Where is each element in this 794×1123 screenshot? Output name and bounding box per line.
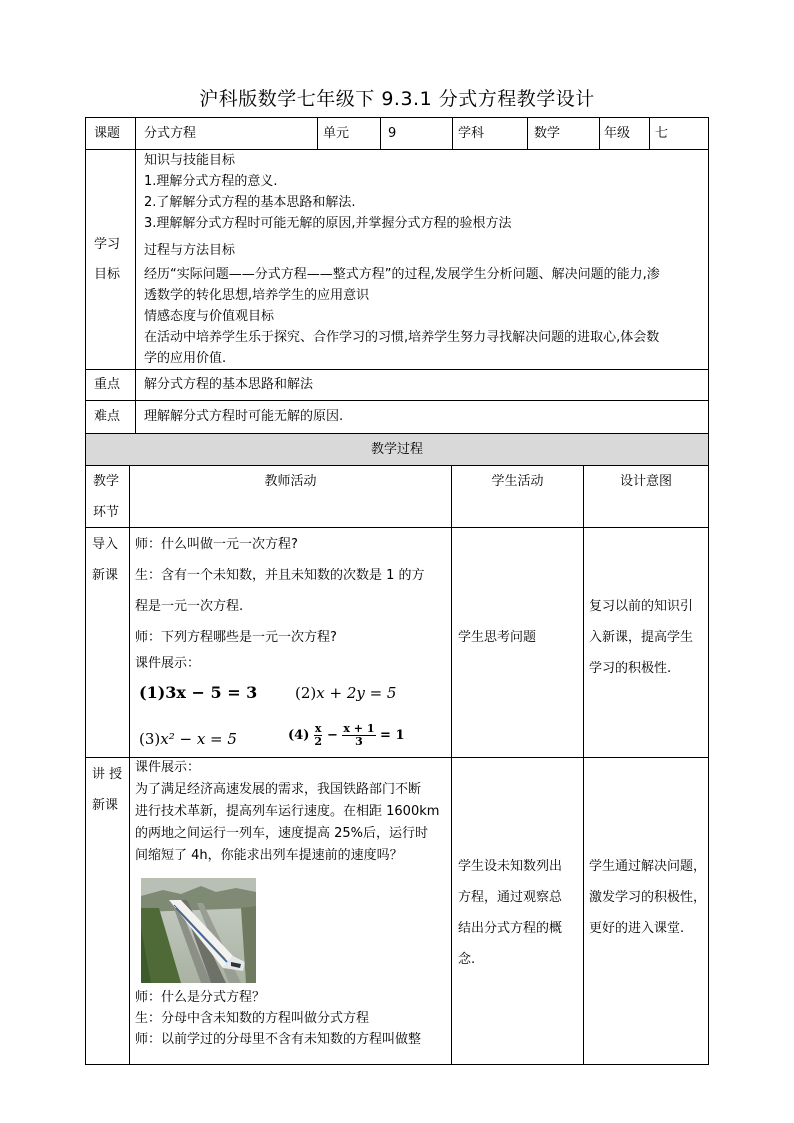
objective-line: 学的应用价值. xyxy=(144,351,227,366)
objective-line: 情感态度与价值观目标 xyxy=(144,309,275,324)
lecture-stage-1: 讲 授 xyxy=(92,767,123,782)
lecture-intent-line: 更好的进入课堂. xyxy=(589,921,685,936)
lecture-teacher-line: 师：以前学过的分母里不含有未知数的方程叫做整 xyxy=(135,1032,422,1047)
lecture-student-line: 方程，通过观察总 xyxy=(458,890,563,905)
grade-value: 七 xyxy=(655,126,669,141)
subject-value: 数学 xyxy=(534,126,561,141)
unit-value: 9 xyxy=(388,126,397,141)
lecture-teacher-line: 师：什么是分式方程？ xyxy=(135,990,266,1005)
objective-line: 3.理解解分式方程时可能无解的原因,并掌握分式方程的验根方法 xyxy=(144,216,512,231)
key-point-value: 解分式方程的基本思路和解法 xyxy=(144,377,314,392)
lecture-teacher-line: 为了满足经济高速发展的需求，我国铁路部门不断 xyxy=(135,782,422,797)
objective-line: 在活动中培养学生乐于探究、合作学习的习惯,培养学生努力寻找解决问题的进取心,体会数 xyxy=(144,330,660,345)
objectives-label-2: 目标 xyxy=(94,267,121,282)
equation-2: (2)x + 2y = 5 xyxy=(295,684,397,702)
equation-1: (1)3x − 5 = 3 xyxy=(139,683,258,702)
subject-label: 学科 xyxy=(458,126,485,141)
objectives-label-1: 学习 xyxy=(94,237,121,252)
intro-teacher-line: 课件展示： xyxy=(135,656,201,671)
column-intent: 设计意图 xyxy=(619,474,672,489)
lecture-teacher-line: 间缩短了 4h，你能求出列车提速前的速度吗？ xyxy=(135,848,403,863)
lecture-student-line: 学生设未知数列出 xyxy=(458,859,563,874)
lecture-teacher-line: 进行技术革新，提高列车运行速度。在相距 1600km xyxy=(135,804,440,819)
intro-teacher-line: 师：下列方程哪些是一元一次方程? xyxy=(135,630,337,645)
intro-teacher-line: 师：什么叫做一元一次方程? xyxy=(135,537,298,552)
lecture-intent-line: 激发学习的积极性， xyxy=(589,890,707,905)
course-value: 分式方程 xyxy=(144,126,197,141)
intro-stage-2: 新课 xyxy=(92,568,119,583)
equation-4: (4) $\frac{x}{2}$ − $\frac{x + 1}{3}$ = 1 xyxy=(288,722,405,748)
difficulty-value: 理解解分式方程时可能无解的原因. xyxy=(144,409,344,424)
intro-intent-line: 复习以前的知识引 xyxy=(589,599,694,614)
intro-stage-1: 导入 xyxy=(92,537,119,552)
equation-3: (3)x² − x = 5 xyxy=(139,730,237,748)
process-header: 教学过程 xyxy=(370,442,423,457)
lecture-teacher-line: 生：分母中含未知数的方程叫做分式方程 xyxy=(135,1011,370,1026)
objective-line: 知识与技能目标 xyxy=(144,153,236,168)
train-photo xyxy=(141,878,256,983)
difficulty-label: 难点 xyxy=(94,409,121,424)
column-stage-1: 教学 xyxy=(93,474,120,489)
intro-intent-line: 入新课，提高学生 xyxy=(589,630,694,645)
intro-student: 学生思考问题 xyxy=(458,630,537,645)
course-label: 课题 xyxy=(94,126,121,141)
column-student: 学生活动 xyxy=(491,474,544,489)
unit-label: 单元 xyxy=(323,126,350,141)
lecture-student-line: 念. xyxy=(458,952,476,967)
intro-teacher-line: 程是一元一次方程. xyxy=(135,599,244,614)
lecture-teacher-line: 课件展示： xyxy=(135,760,201,775)
lecture-student-line: 结出分式方程的概 xyxy=(458,921,563,936)
objective-line: 经历“实际问题——分式方程——整式方程”的过程,发展学生分析问题、解决问题的能力,渗 xyxy=(144,267,660,282)
intro-teacher-line: 生：含有一个未知数，并且未知数的次数是 1 的方 xyxy=(135,568,425,583)
objective-line: 1.理解分式方程的意义. xyxy=(144,174,278,189)
column-teacher: 教师活动 xyxy=(264,474,317,489)
lecture-stage-2: 新课 xyxy=(92,798,119,813)
objective-line: 透数学的转化思想,培养学生的应用意识 xyxy=(144,288,370,303)
objective-line: 2.了解解分式方程的基本思路和解法. xyxy=(144,195,356,210)
grade-label: 年级 xyxy=(604,126,631,141)
column-stage-2: 环节 xyxy=(93,505,120,520)
intro-intent-line: 学习的积极性. xyxy=(589,661,672,676)
lecture-teacher-line: 的两地之间运行一列车，速度提高 25%后，运行时 xyxy=(135,826,429,841)
document-title: 沪科版数学七年级下 9.3.1 分式方程教学设计 xyxy=(199,88,595,110)
key-point-label: 重点 xyxy=(94,377,121,392)
lecture-intent-line: 学生通过解决问题， xyxy=(589,859,707,874)
objective-line: 过程与方法目标 xyxy=(144,243,236,258)
